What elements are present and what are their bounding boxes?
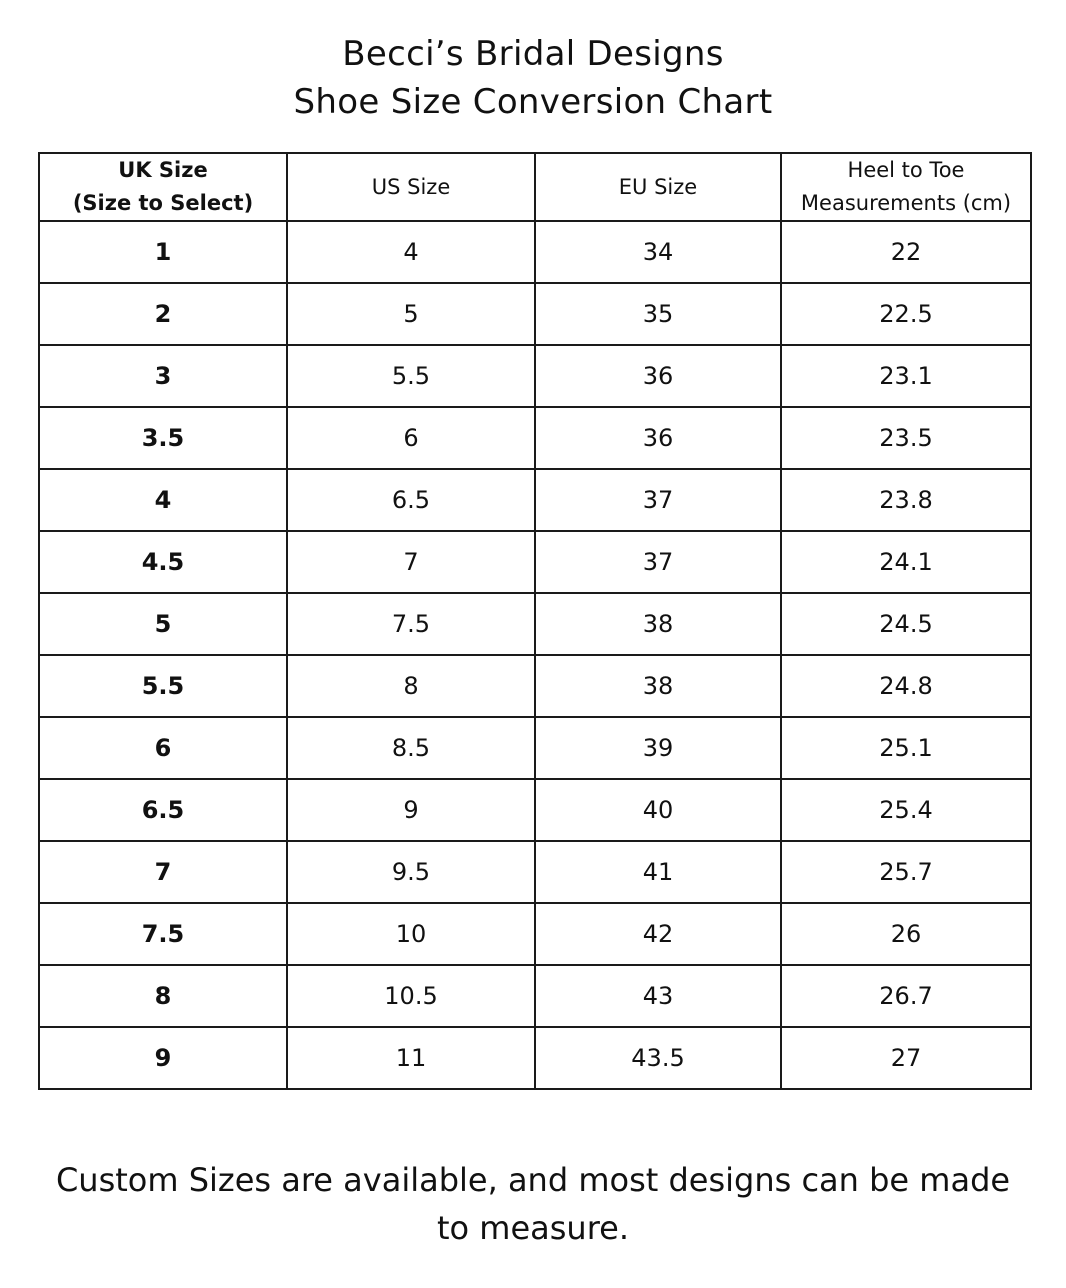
heel-to-toe-header-label: Heel to Toe bbox=[847, 158, 965, 182]
us-size-cell: 9.5 bbox=[287, 841, 535, 903]
us-size-header: US Size bbox=[287, 153, 535, 221]
table-row bbox=[39, 717, 1031, 779]
eu-size-cell: 35 bbox=[535, 283, 781, 345]
eu-size-cell: 36 bbox=[535, 407, 781, 469]
custom-sizes-note bbox=[40, 1156, 1026, 1252]
heel-to-toe-cell: 24.1 bbox=[781, 531, 1031, 593]
table-row bbox=[39, 655, 1031, 717]
table-row bbox=[39, 469, 1031, 531]
heel-to-toe-cell: 25.4 bbox=[781, 779, 1031, 841]
heel-to-toe-cell: 23.1 bbox=[781, 345, 1031, 407]
uk-size-cell: 2 bbox=[39, 283, 287, 345]
us-size-cell: 7.5 bbox=[287, 593, 535, 655]
uk-size-cell: 5 bbox=[39, 593, 287, 655]
us-size-cell: 10 bbox=[287, 903, 535, 965]
uk-size-cell: 7.5 bbox=[39, 903, 287, 965]
us-size-cell: 5 bbox=[287, 283, 535, 345]
uk-size-header-note: (Size to Select) bbox=[72, 191, 254, 215]
table-body bbox=[39, 221, 1031, 1089]
uk-size-cell: 9 bbox=[39, 1027, 287, 1089]
table-row bbox=[39, 283, 1031, 345]
table-row bbox=[39, 779, 1031, 841]
eu-size-cell: 41 bbox=[535, 841, 781, 903]
uk-size-cell: 7 bbox=[39, 841, 287, 903]
table-row bbox=[39, 345, 1031, 407]
size-conversion-table bbox=[38, 152, 1032, 1090]
table-row bbox=[39, 1027, 1031, 1089]
table-row bbox=[39, 407, 1031, 469]
heel-to-toe-cell: 24.8 bbox=[781, 655, 1031, 717]
custom-sizes-note-line-2: to measure. bbox=[436, 1209, 630, 1247]
uk-size-cell: 4.5 bbox=[39, 531, 287, 593]
us-size-cell: 11 bbox=[287, 1027, 535, 1089]
uk-size-cell: 3.5 bbox=[39, 407, 287, 469]
eu-size-cell: 39 bbox=[535, 717, 781, 779]
table-row bbox=[39, 903, 1031, 965]
eu-size-cell: 43 bbox=[535, 965, 781, 1027]
us-size-cell: 8.5 bbox=[287, 717, 535, 779]
page-subtitle: Shoe Size Conversion Chart bbox=[293, 82, 773, 122]
uk-size-cell: 1 bbox=[39, 221, 287, 283]
uk-size-cell: 4 bbox=[39, 469, 287, 531]
eu-size-cell: 38 bbox=[535, 593, 781, 655]
uk-size-cell: 6.5 bbox=[39, 779, 287, 841]
heel-to-toe-cell: 26.7 bbox=[781, 965, 1031, 1027]
us-size-cell: 6.5 bbox=[287, 469, 535, 531]
heel-to-toe-cell: 23.5 bbox=[781, 407, 1031, 469]
us-size-cell: 5.5 bbox=[287, 345, 535, 407]
eu-size-cell: 37 bbox=[535, 469, 781, 531]
uk-size-cell: 3 bbox=[39, 345, 287, 407]
eu-size-cell: 40 bbox=[535, 779, 781, 841]
us-size-cell: 6 bbox=[287, 407, 535, 469]
us-size-cell: 8 bbox=[287, 655, 535, 717]
uk-size-header bbox=[39, 153, 287, 221]
heel-to-toe-cell: 22 bbox=[781, 221, 1031, 283]
eu-size-header: EU Size bbox=[535, 153, 781, 221]
table-row bbox=[39, 531, 1031, 593]
uk-size-cell: 6 bbox=[39, 717, 287, 779]
us-size-cell: 7 bbox=[287, 531, 535, 593]
us-size-cell: 9 bbox=[287, 779, 535, 841]
table-row bbox=[39, 965, 1031, 1027]
page-title: Becci’s Bridal Designs bbox=[342, 34, 724, 74]
heel-to-toe-cell: 24.5 bbox=[781, 593, 1031, 655]
heel-to-toe-cell: 23.8 bbox=[781, 469, 1031, 531]
eu-size-cell: 38 bbox=[535, 655, 781, 717]
uk-size-cell: 8 bbox=[39, 965, 287, 1027]
uk-size-cell: 5.5 bbox=[39, 655, 287, 717]
heel-to-toe-cell: 25.1 bbox=[781, 717, 1031, 779]
table-header-row bbox=[39, 153, 1031, 221]
eu-size-cell: 36 bbox=[535, 345, 781, 407]
heel-to-toe-header-unit: Measurements (cm) bbox=[800, 191, 1012, 215]
heel-to-toe-cell: 25.7 bbox=[781, 841, 1031, 903]
us-size-cell: 10.5 bbox=[287, 965, 535, 1027]
heel-to-toe-cell: 26 bbox=[781, 903, 1031, 965]
eu-size-cell: 43.5 bbox=[535, 1027, 781, 1089]
eu-size-cell: 42 bbox=[535, 903, 781, 965]
heel-to-toe-cell: 27 bbox=[781, 1027, 1031, 1089]
eu-size-cell: 37 bbox=[535, 531, 781, 593]
uk-size-header-label: UK Size bbox=[118, 158, 208, 182]
eu-size-cell: 34 bbox=[535, 221, 781, 283]
custom-sizes-note-line-1: Custom Sizes are available, and most designs can be made bbox=[55, 1161, 1011, 1199]
table-row bbox=[39, 221, 1031, 283]
heel-to-toe-header bbox=[781, 153, 1031, 221]
table-row bbox=[39, 841, 1031, 903]
table-row bbox=[39, 593, 1031, 655]
us-size-cell: 4 bbox=[287, 221, 535, 283]
heel-to-toe-cell: 22.5 bbox=[781, 283, 1031, 345]
